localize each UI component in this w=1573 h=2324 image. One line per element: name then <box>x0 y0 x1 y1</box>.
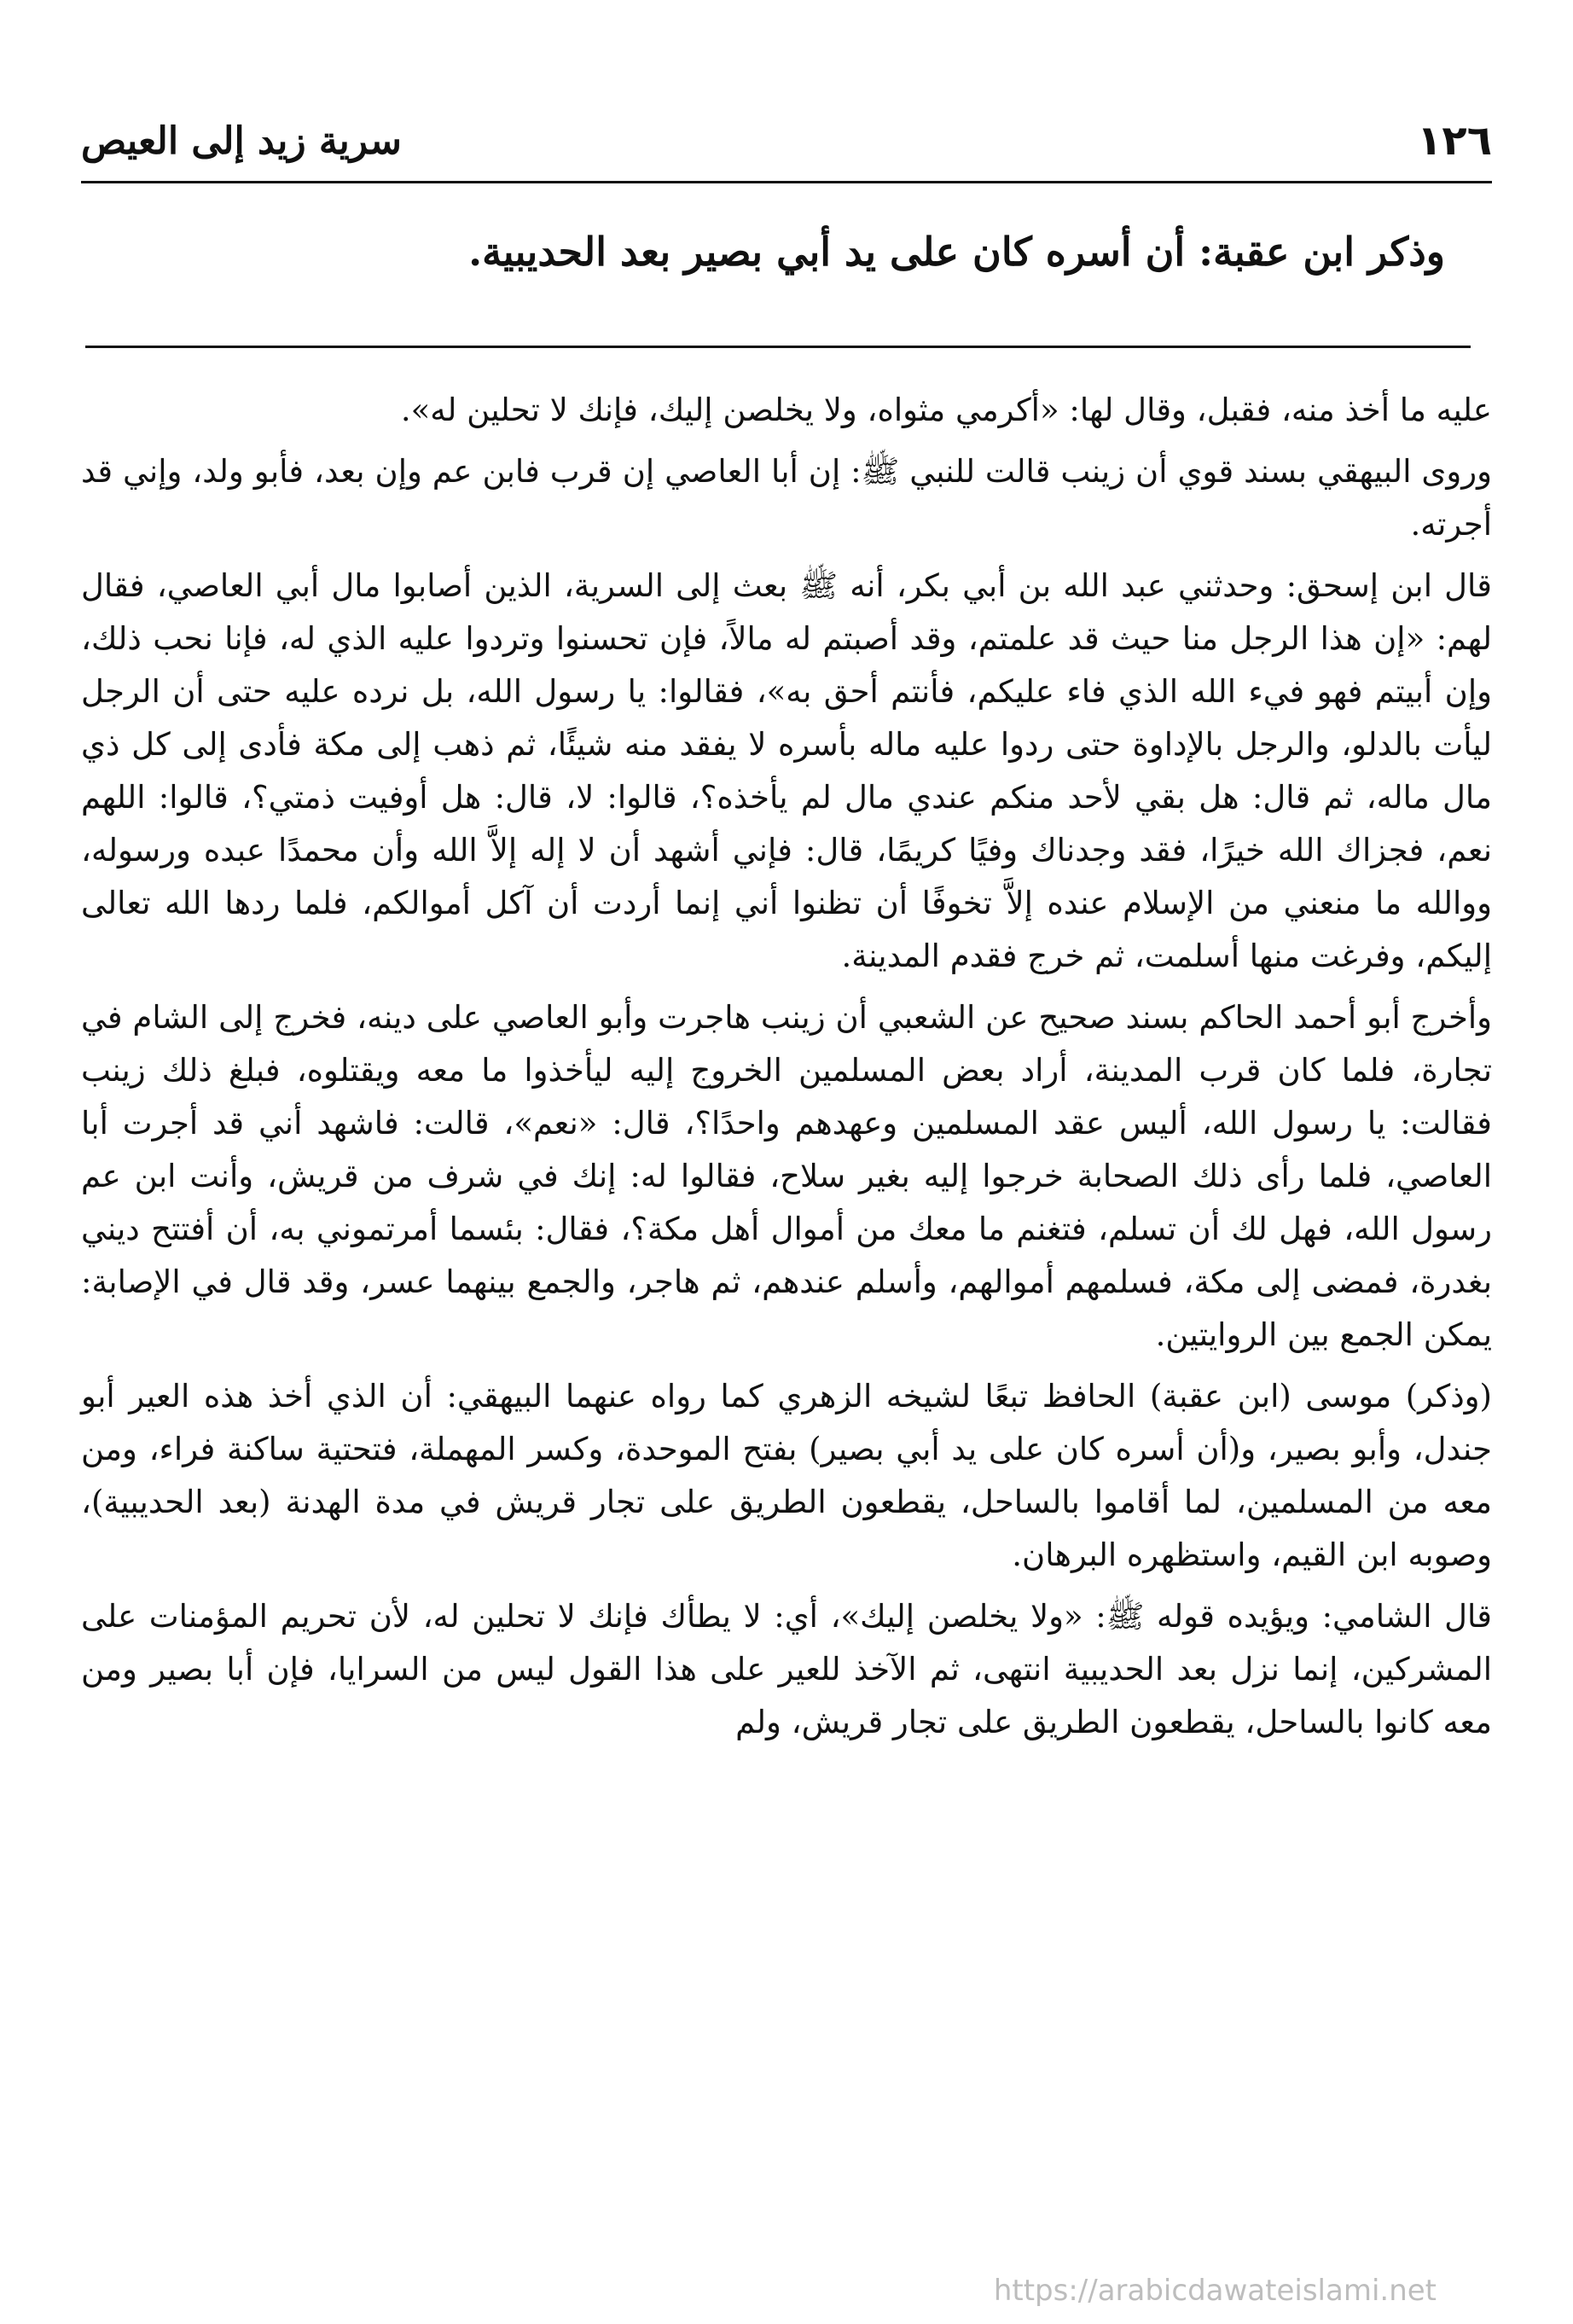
paragraph-4: وأخرج أبو أحمد الحاكم بسند صحيح عن الشعبي أن زينب هاجرت وأبو العاصي على دينه، فخرج إلى الشام في تجارة، فلما كان قرب المدينة، أراد بعض المسلمين الخروج إليه ليأخذوا ما معه ويقتلوه، فبلغ ذلك زينب فقالت: يا رسول الله، أليس عقد المسلمين وعهدهم واحدًا؟، قال: «نعم»، قالت: فاشهد أني قد أجرت أبا العاصي، فلما رأى ذلك الصحابة خرجوا إليه بغير سلاح، فقالوا له: إنك في شرف من قريش، وأنت ابن عم رسول الله، فهل لك أن تسلم، فتغنم ما معك من أموال أهل مكة؟، فقال: بئسما أمرتموني به، أن أفتتح ديني بغدرة، فمضى إلى مكة، فسلمهم أموالهم، وأسلم عندهم، ثم هاجر، والجمع بينهما عسر، وقد قال في الإصابة: يمكن الجمع بين الروايتين. <box>81 999 1492 1353</box>
paragraph-5: (وذكر) موسى (ابن عقبة) الحافظ تبعًا لشيخه الزهري كما رواه عنهما البيهقي: أن الذي أخذ هذه العير أبو جندل، وأبو بصير، و(أن أسره كان على يد أبي بصير) بفتح الموحدة، وكسر المهملة، فتحتية ساكنة فراء، ومن معه من المسلمين، لما أقاموا بالساحل، يقطعون الطريق على تجار قريش في مدة الهدنة (بعد الحديبية)، وصوبه ابن القيم، واستظهره البرهان. <box>81 1378 1492 1573</box>
commentary-body <box>81 384 1492 1758</box>
running-title: سرية زيد إلى العيص <box>81 119 402 163</box>
paragraph-2: وروى البيهقي بسند قوي أن زينب قالت للنبي ﷺ: إن أبا العاصي إن قرب فابن عم وإن بعد، فأبو ولد، وإني قد أجرته. <box>81 453 1492 543</box>
header-divider <box>81 181 1492 183</box>
page-header <box>81 107 1492 175</box>
page-number: ١٢٦ <box>1417 117 1492 165</box>
matn-divider <box>85 346 1471 348</box>
paragraph-6: قال الشامي: ويؤيده قوله ﷺ: «ولا يخلصن إليك»، أي: لا يطأك فإنك لا تحلين له، لأن تحريم المؤمنات على المشركين، إنما نزل بعد الحديبية انتهى، ثم الآخذ للعير على هذا القول ليس من السرايا، فإن أبا بصير ومن معه كانوا بالساحل، يقطعون الطريق على تجار قريش، ولم <box>81 1598 1492 1740</box>
matn-quote: وذكر ابن عقبة: أن أسره كان على يد أبي بصير بعد الحديبية. <box>468 229 1445 275</box>
paragraph-1: عليه ما أخذ منه، فقبل، وقال لها: «أكرمي مثواه، ولا يخلصن إليك، فإنك لا تحلين له». <box>400 392 1492 428</box>
watermark-url: https://arabicdawateislami.net <box>993 2274 1437 2308</box>
paragraph-3: قال ابن إسحق: وحدثني عبد الله بن أبي بكر، أنه ﷺ بعث إلى السرية، الذين أصابوا مال أبي العاصي، فقال لهم: «إن هذا الرجل منا حيث قد علمتم، وقد أصبتم له مالاً، فإن تحسنوا وتردوا عليه الذي له، فإنا نحب ذلك، وإن أبيتم فهو فيء الله الذي فاء عليكم، فأنتم أحق به»، فقالوا: يا رسول الله، بل نرده عليه حتى أن الرجل ليأت بالدلو، والرجل بالإداوة حتى ردوا عليه ماله بأسره لا يفقد منه شيئًا، ثم ذهب إلى مكة فأدى إلى كل ذي مال ماله، ثم قال: هل بقي لأحد منكم عندي مال لم يأخذه؟، قالوا: لا، قال: هل أوفيت ذمتي؟، قالوا: اللهم نعم، فجزاك الله خيرًا، فقد وجدناك وفيًا كريمًا، قال: فإني أشهد أن لا إله إلاَّ الله وأن محمدًا عبده ورسوله، ووالله ما منعني من الإسلام عنده إلاَّ تخوفًا أن تظنوا أني إنما أردت أن آكل أموالكم، فلما ردها الله تعالى إليكم، وفرغت منها أسلمت، ثم خرج فقدم المدينة. <box>81 567 1492 974</box>
